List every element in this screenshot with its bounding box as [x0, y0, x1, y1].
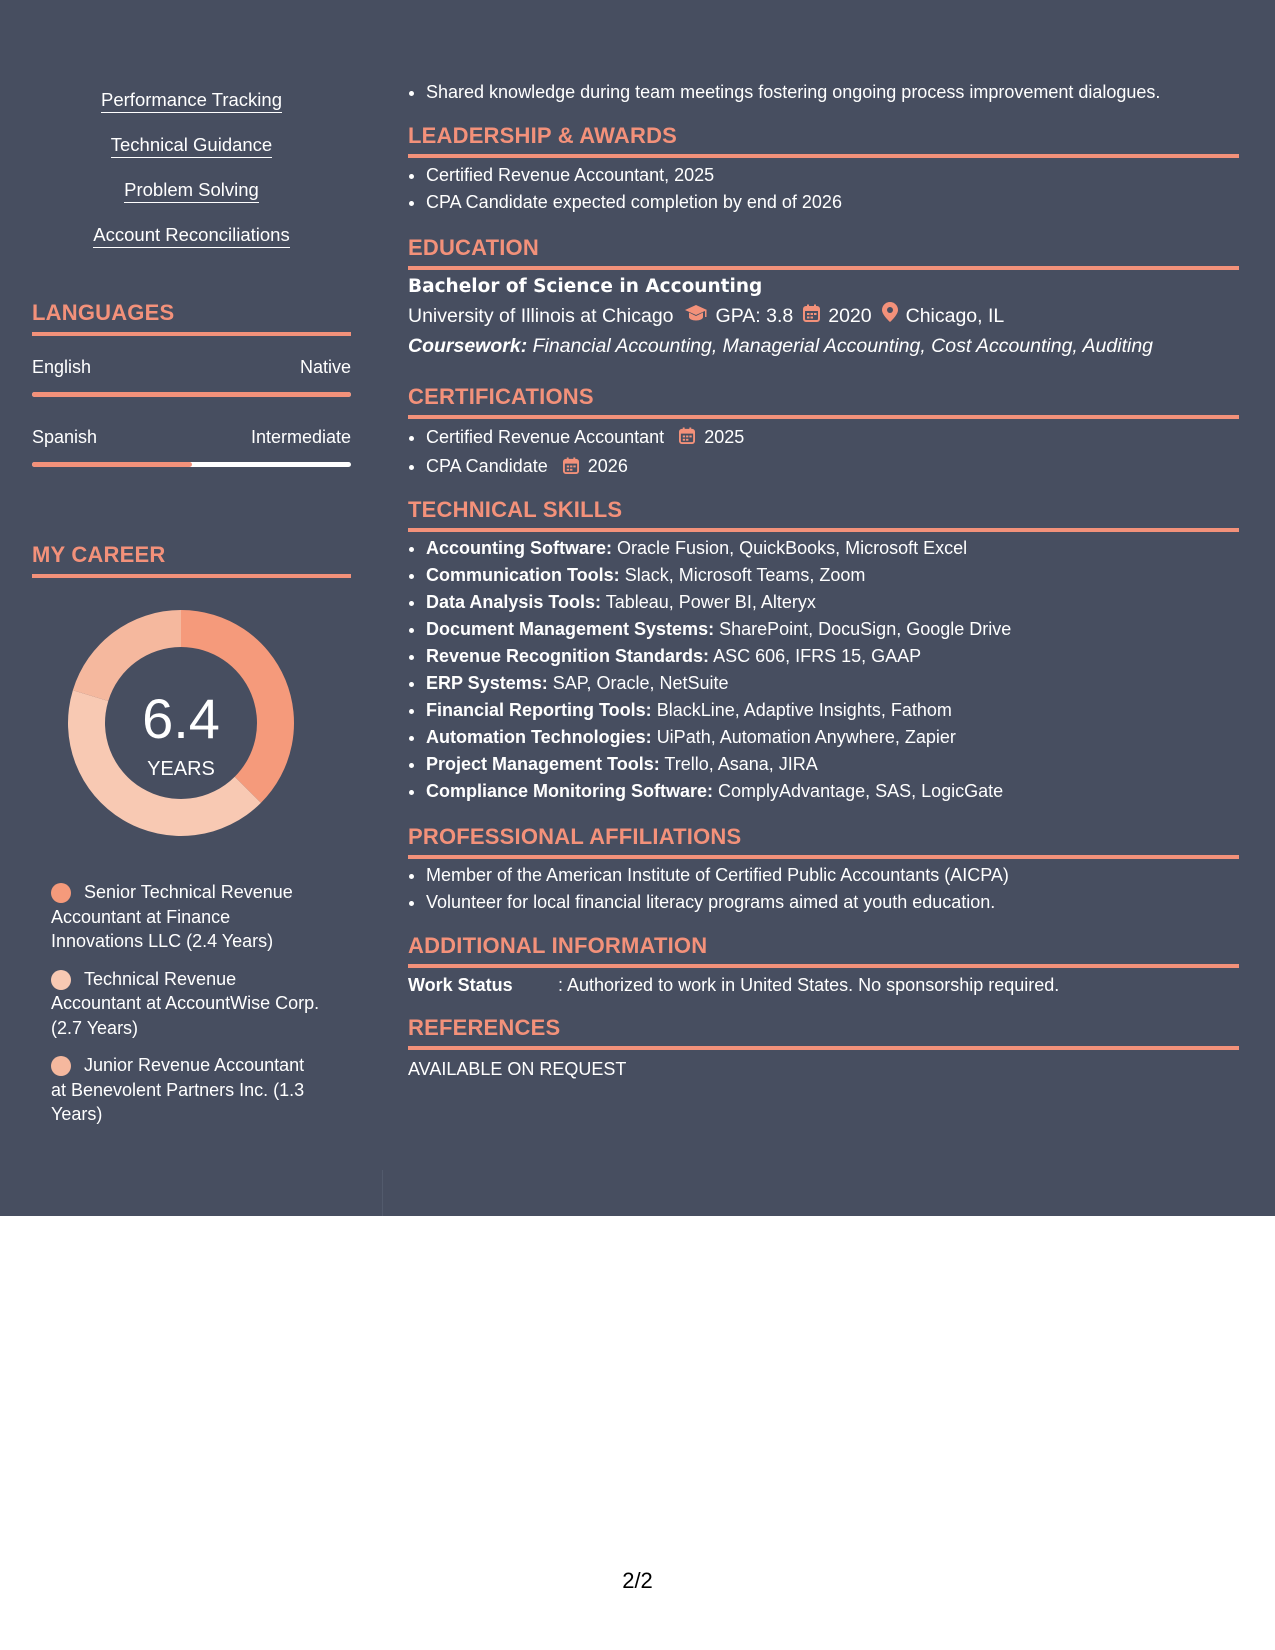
- technical-skill-value: ASC 606, IFRS 15, GAAP: [713, 646, 922, 666]
- skill-item: [111, 131, 272, 176]
- technical-skill-label: Revenue Recognition Standards:: [426, 646, 710, 666]
- school-location: Chicago, IL: [905, 305, 1005, 327]
- certification-year: 2026: [587, 456, 628, 477]
- work-status-row: [408, 971, 1239, 999]
- technical-skill-item: [426, 643, 1239, 670]
- technical-skills-heading: TECHNICAL SKILLS: [408, 497, 1239, 532]
- degree-title: Bachelor of Science in Accounting: [408, 276, 763, 297]
- technical-skill-item: [426, 535, 1239, 562]
- certification-name: CPA Candidate: [426, 456, 548, 477]
- page-number: 2/2: [622, 1568, 653, 1593]
- technical-skill-label: Compliance Monitoring Software:: [426, 781, 714, 801]
- education-details: [408, 301, 1239, 331]
- affiliations-list: [408, 862, 1239, 916]
- education-heading: EDUCATION: [408, 235, 1239, 270]
- technical-skill-item: [426, 724, 1239, 751]
- certification-item: [426, 452, 1239, 481]
- calendar-icon: [679, 424, 695, 452]
- technical-skill-item: [426, 778, 1239, 805]
- career-donut-chart: [66, 608, 296, 838]
- career-legend: [51, 880, 321, 1140]
- work-status-label: Work Status: [408, 975, 513, 995]
- language-english: [32, 357, 351, 397]
- language-name: English: [32, 357, 92, 377]
- technical-skill-label: Accounting Software:: [426, 538, 613, 558]
- affiliation-item: • Volunteer for local financial literacy programs aimed at youth education.: [426, 889, 1239, 916]
- career-total-years: 6.4: [142, 687, 220, 750]
- career-legend-text: Junior Revenue Accountant at Benevolent Partners Inc. (1.3 Years): [51, 1055, 305, 1124]
- technical-skill-value: Oracle Fusion, QuickBooks, Microsoft Excel: [617, 538, 968, 558]
- graduation-cap-icon: [684, 301, 708, 331]
- additional-info-heading: ADDITIONAL INFORMATION: [408, 933, 1239, 968]
- certifications-list: [408, 423, 1239, 482]
- gpa-text: GPA: 3.8: [715, 305, 794, 327]
- experience-continued: [408, 79, 1239, 106]
- technical-skill-value: BlackLine, Adaptive Insights, Fathom: [656, 700, 952, 720]
- language-proficiency-bar: [32, 392, 351, 397]
- calendar-icon: [803, 301, 820, 331]
- coursework: [408, 331, 1239, 361]
- affiliation-item: • Member of the American Institute of Certified Public Accountants (AICPA): [426, 862, 1239, 889]
- career-legend-item: [51, 967, 321, 1041]
- column-divider: [382, 1170, 383, 1216]
- skill-item: [101, 86, 282, 131]
- technical-skill-value: ComplyAdvantage, SAS, LogicGate: [718, 781, 1004, 801]
- graduation-year: 2020: [828, 305, 872, 327]
- technical-skill-item: [426, 562, 1239, 589]
- references-text: AVAILABLE ON REQUEST: [408, 1059, 627, 1079]
- experience-bullet: • Shared knowledge during team meetings fostering ongoing process improvement dialogues.: [426, 79, 1239, 106]
- skill-label: Problem Solving: [124, 179, 259, 203]
- technical-skill-item: [426, 697, 1239, 724]
- skill-item: [93, 221, 289, 266]
- technical-skill-value: SAP, Oracle, NetSuite: [552, 673, 729, 693]
- skill-label: Performance Tracking: [101, 89, 282, 113]
- career-heading: MY CAREER: [32, 542, 351, 578]
- technical-skill-item: [426, 751, 1239, 778]
- career-legend-item: [51, 880, 321, 954]
- technical-skill-label: Communication Tools:: [426, 565, 620, 585]
- skill-label: Technical Guidance: [111, 134, 272, 158]
- technical-skill-item: [426, 670, 1239, 697]
- technical-skill-value: Slack, Microsoft Teams, Zoom: [624, 565, 866, 585]
- career-legend-dot: [51, 1056, 71, 1076]
- technical-skill-value: UiPath, Automation Anywhere, Zapier: [656, 727, 956, 747]
- school-name: University of Illinois at Chicago: [408, 305, 674, 327]
- technical-skill-label: Project Management Tools:: [426, 754, 660, 774]
- calendar-icon: [563, 454, 579, 482]
- career-legend-item: [51, 1053, 321, 1127]
- certification-item: [426, 423, 1239, 452]
- skills-list: [32, 86, 351, 266]
- leadership-heading: LEADERSHIP & AWARDS: [408, 123, 1239, 158]
- skill-item: [124, 176, 259, 221]
- language-proficiency-fill: [32, 462, 192, 467]
- technical-skill-value: SharePoint, DocuSign, Google Drive: [719, 619, 1012, 639]
- technical-skill-label: ERP Systems:: [426, 673, 548, 693]
- coursework-label: Coursework:: [408, 335, 528, 357]
- technical-skill-label: Automation Technologies:: [426, 727, 652, 747]
- career-legend-dot: [51, 970, 71, 990]
- technical-skill-label: Data Analysis Tools:: [426, 592, 602, 612]
- technical-skill-label: Financial Reporting Tools:: [426, 700, 652, 720]
- certification-name: Certified Revenue Accountant: [426, 427, 665, 447]
- technical-skill-value: Trello, Asana, JIRA: [664, 754, 818, 774]
- leadership-item: • CPA Candidate expected completion by end of 2026: [426, 189, 1239, 216]
- languages-heading: LANGUAGES: [32, 300, 351, 336]
- affiliations-heading: PROFESSIONAL AFFILIATIONS: [408, 824, 1239, 859]
- coursework-list: Financial Accounting, Managerial Accounting, Cost Accounting, Auditing: [532, 335, 1154, 357]
- language-level: Intermediate: [250, 427, 351, 447]
- career-legend-text: Technical Revenue Accountant at AccountWise Corp. (2.7 Years): [51, 968, 320, 1038]
- language-spanish: [32, 427, 351, 467]
- work-status-value: : Authorized to work in United States. No sponsorship required.: [558, 975, 1060, 995]
- certification-year: 2025: [704, 427, 745, 447]
- technical-skill-value: Tableau, Power BI, Alteryx: [605, 592, 816, 612]
- technical-skill-label: Document Management Systems:: [426, 619, 715, 639]
- language-name: Spanish: [32, 427, 98, 447]
- leadership-list: [408, 162, 1239, 216]
- technical-skill-item: [426, 616, 1239, 643]
- language-proficiency-fill: [32, 392, 351, 397]
- certifications-heading: CERTIFICATIONS: [408, 384, 1239, 419]
- references-heading: REFERENCES: [408, 1015, 1239, 1050]
- career-legend-text: Senior Technical Revenue Accountant at Finance Innovations LLC (2.4 Years): [51, 882, 293, 951]
- location-pin-icon: [882, 301, 898, 331]
- education-entry: [408, 273, 1239, 361]
- leadership-item: • Certified Revenue Accountant, 2025: [426, 162, 1239, 189]
- career-years-unit: YEARS: [147, 758, 215, 780]
- skill-label: Account Reconciliations: [93, 224, 289, 248]
- technical-skill-item: [426, 589, 1239, 616]
- language-proficiency-bar: [32, 462, 351, 467]
- career-legend-dot: [51, 883, 71, 903]
- language-level: Native: [299, 357, 351, 377]
- technical-skills-list: [408, 535, 1239, 805]
